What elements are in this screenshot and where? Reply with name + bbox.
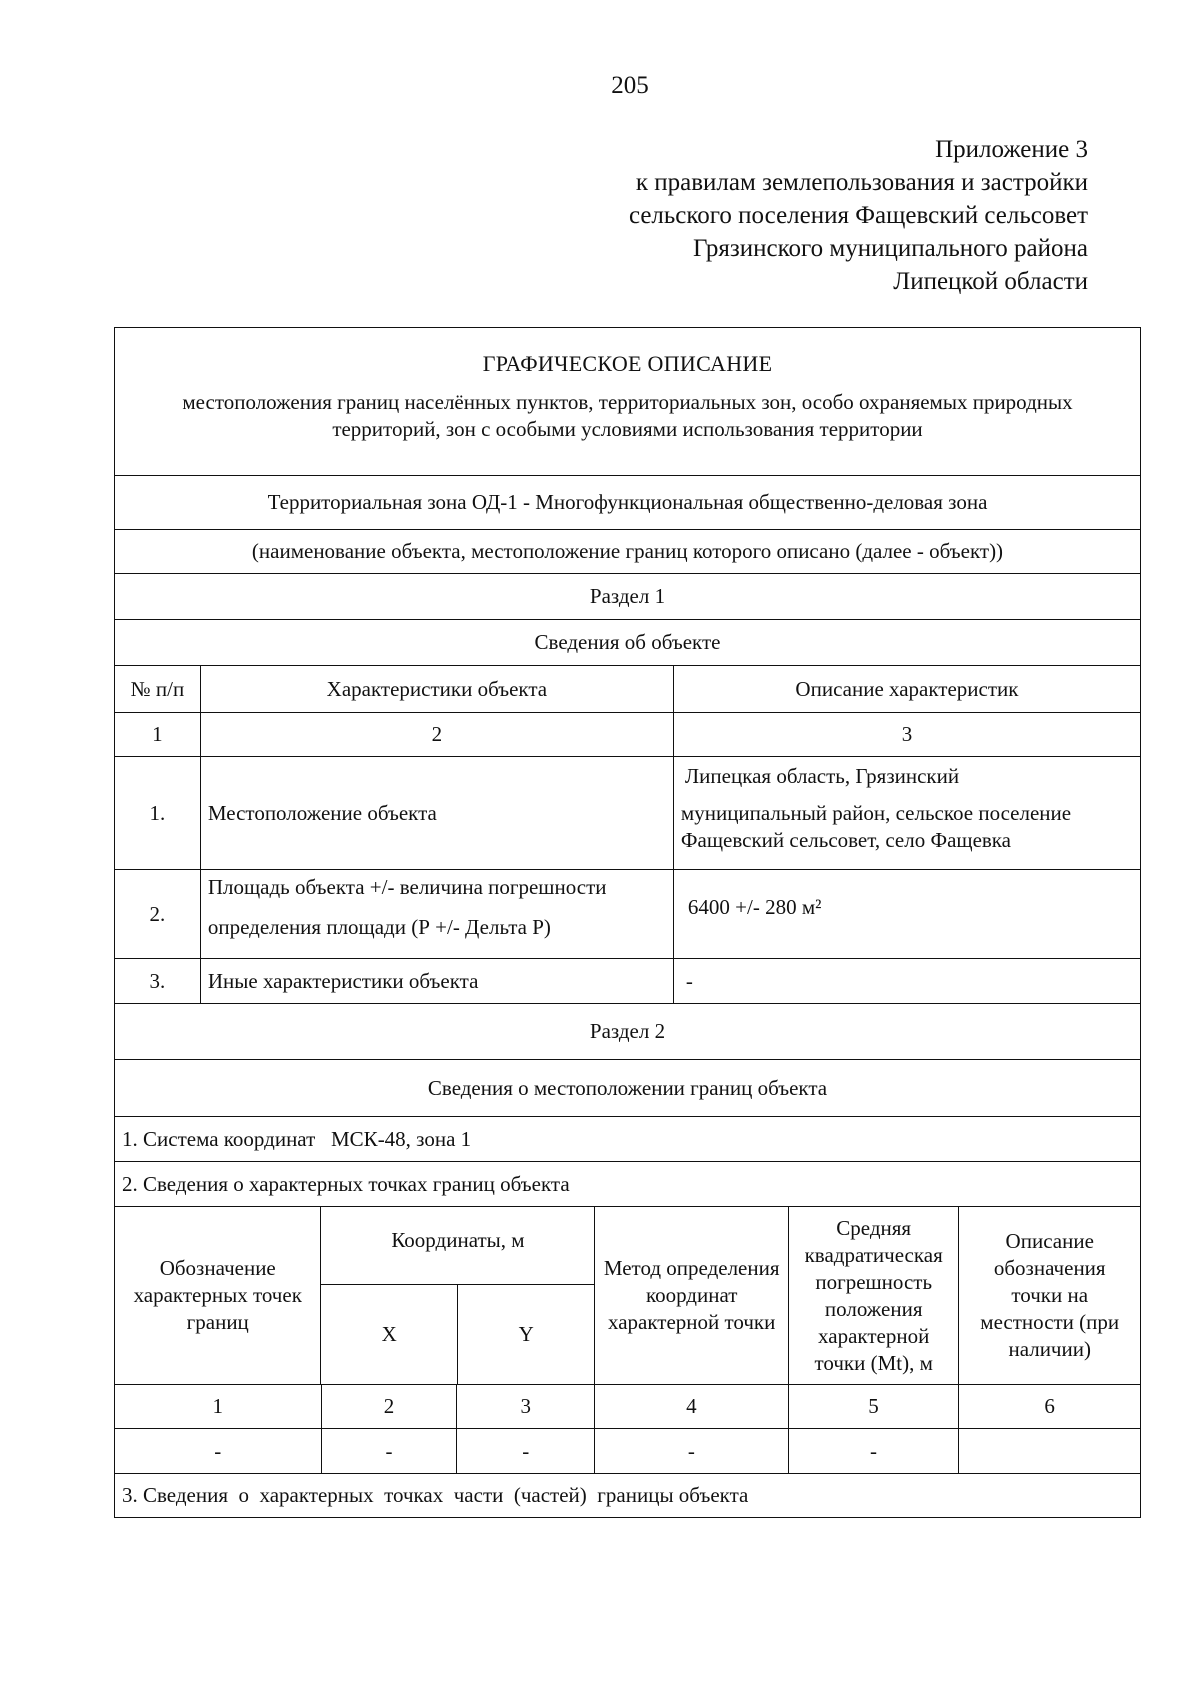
col-number: 3 bbox=[456, 1385, 594, 1428]
appendix-line: Грязинского муниципального района bbox=[693, 235, 1088, 262]
row-characteristic: Иные характеристики объекта bbox=[200, 959, 673, 1003]
header-error: Средняя квадратическая погрешность положения характерной точки (Mt), м bbox=[788, 1207, 959, 1384]
row-characteristic bbox=[200, 870, 673, 958]
col-number: 1 bbox=[212, 1394, 224, 1418]
header-number: № п/п bbox=[130, 676, 185, 701]
section1-subtitle: Сведения об объекте bbox=[534, 630, 721, 654]
table-row bbox=[115, 756, 1140, 869]
object-name-row bbox=[115, 475, 1140, 529]
col-number: 1 bbox=[152, 722, 163, 746]
object-caption-row bbox=[115, 529, 1140, 573]
coord-system-row bbox=[115, 1116, 1140, 1161]
section2-title: Раздел 2 bbox=[589, 1019, 666, 1043]
header-characteristic: Характеристики объекта bbox=[200, 666, 673, 712]
table-cell: - bbox=[214, 1438, 222, 1463]
col-number: 3 bbox=[673, 713, 1140, 756]
table-row bbox=[115, 958, 1140, 1003]
table-cell: - bbox=[594, 1429, 788, 1473]
appendix-line: Приложение 3 bbox=[935, 136, 1088, 163]
section1-title-row bbox=[115, 573, 1140, 619]
document-subtitle: местоположения границ населённых пунктов, территориальных зон, особо охраняемых природных территорий, зон с особыми условиями использования территории bbox=[182, 390, 1073, 441]
col-number: 4 bbox=[594, 1385, 788, 1428]
page-number: 205 bbox=[611, 72, 649, 99]
points-colnum-row bbox=[115, 1384, 1140, 1428]
points-header-row bbox=[115, 1206, 1140, 1384]
appendix-line: сельского поселения Фащевский сельсовет bbox=[628, 202, 1088, 229]
graphic-description-table bbox=[114, 327, 1141, 1518]
table-row bbox=[115, 869, 1140, 958]
header-y: Y bbox=[457, 1285, 595, 1384]
table-cell: - bbox=[321, 1429, 457, 1473]
row-description: - bbox=[673, 959, 1140, 1003]
row-number: 3. bbox=[149, 968, 166, 993]
table-cell: - bbox=[456, 1429, 594, 1473]
header-coordinates: Координаты, м bbox=[321, 1207, 594, 1285]
table-cell bbox=[958, 1429, 1140, 1473]
part-heading-row bbox=[115, 1473, 1140, 1517]
section1-title: Раздел 1 bbox=[589, 584, 666, 608]
section2-subtitle-row bbox=[115, 1059, 1140, 1116]
appendix-line: Липецкой области bbox=[893, 268, 1088, 295]
header-coordinates-group bbox=[320, 1207, 594, 1384]
points-heading: 2. Сведения о характерных точках границ объекта bbox=[122, 1171, 570, 1196]
appendix-header bbox=[388, 133, 1088, 298]
row-description bbox=[673, 757, 1140, 869]
row-number: 1. bbox=[149, 800, 166, 825]
object-caption: (наименование объекта, местоположение границ которого описано (далее - объект)) bbox=[251, 539, 1004, 563]
section1-header-row bbox=[115, 665, 1140, 712]
row-characteristic: Местоположение объекта bbox=[200, 757, 673, 869]
col-number: 6 bbox=[958, 1385, 1140, 1428]
description-line: Липецкая область, Грязинский bbox=[684, 764, 960, 788]
col-number: 2 bbox=[321, 1385, 457, 1428]
document-title: ГРАФИЧЕСКОЕ ОПИСАНИЕ bbox=[482, 351, 773, 376]
section2-title-row bbox=[115, 1003, 1140, 1059]
object-name: Территориальная зона ОД-1 - Многофункциональная общественно-деловая зона bbox=[267, 490, 988, 514]
characteristic-line: Площадь объекта +/- величина погрешности bbox=[207, 875, 607, 899]
header-designation: Обозначение характерных точек границ bbox=[133, 1256, 302, 1334]
description-line: муниципальный район, сельское поселение Фащевский сельсовет, село Фащевка bbox=[680, 801, 1072, 852]
table-cell: - bbox=[788, 1429, 959, 1473]
points-heading-row bbox=[115, 1161, 1140, 1206]
title-cell bbox=[115, 328, 1140, 475]
characteristic-line: определения площади (Р +/- Дельта Р) bbox=[207, 915, 551, 939]
section1-subtitle-row bbox=[115, 619, 1140, 665]
part-heading: 3. Сведения о характерных точках части (частей) границы объекта bbox=[122, 1483, 749, 1507]
table-row bbox=[115, 1428, 1140, 1473]
header-description: Описание характеристик bbox=[673, 666, 1140, 712]
header-point-description: Описание обозначения точки на местности (при наличии) bbox=[958, 1207, 1140, 1384]
row-number: 2. bbox=[149, 901, 166, 926]
col-number: 5 bbox=[788, 1385, 959, 1428]
header-method: Метод определения координат характерной точки bbox=[594, 1207, 787, 1384]
coordinate-system: 1. Система координат МСК-48, зона 1 bbox=[122, 1126, 472, 1151]
appendix-line: к правилам землепользования и застройки bbox=[635, 169, 1088, 196]
row-description: 6400 +/- 280 м² bbox=[673, 870, 1140, 958]
section2-subtitle: Сведения о местоположении границ объекта bbox=[427, 1075, 828, 1100]
section1-colnum-row bbox=[115, 712, 1140, 756]
header-x: X bbox=[381, 1322, 397, 1346]
header-xy bbox=[321, 1285, 594, 1384]
title-row bbox=[115, 328, 1140, 475]
col-number: 2 bbox=[200, 713, 673, 756]
